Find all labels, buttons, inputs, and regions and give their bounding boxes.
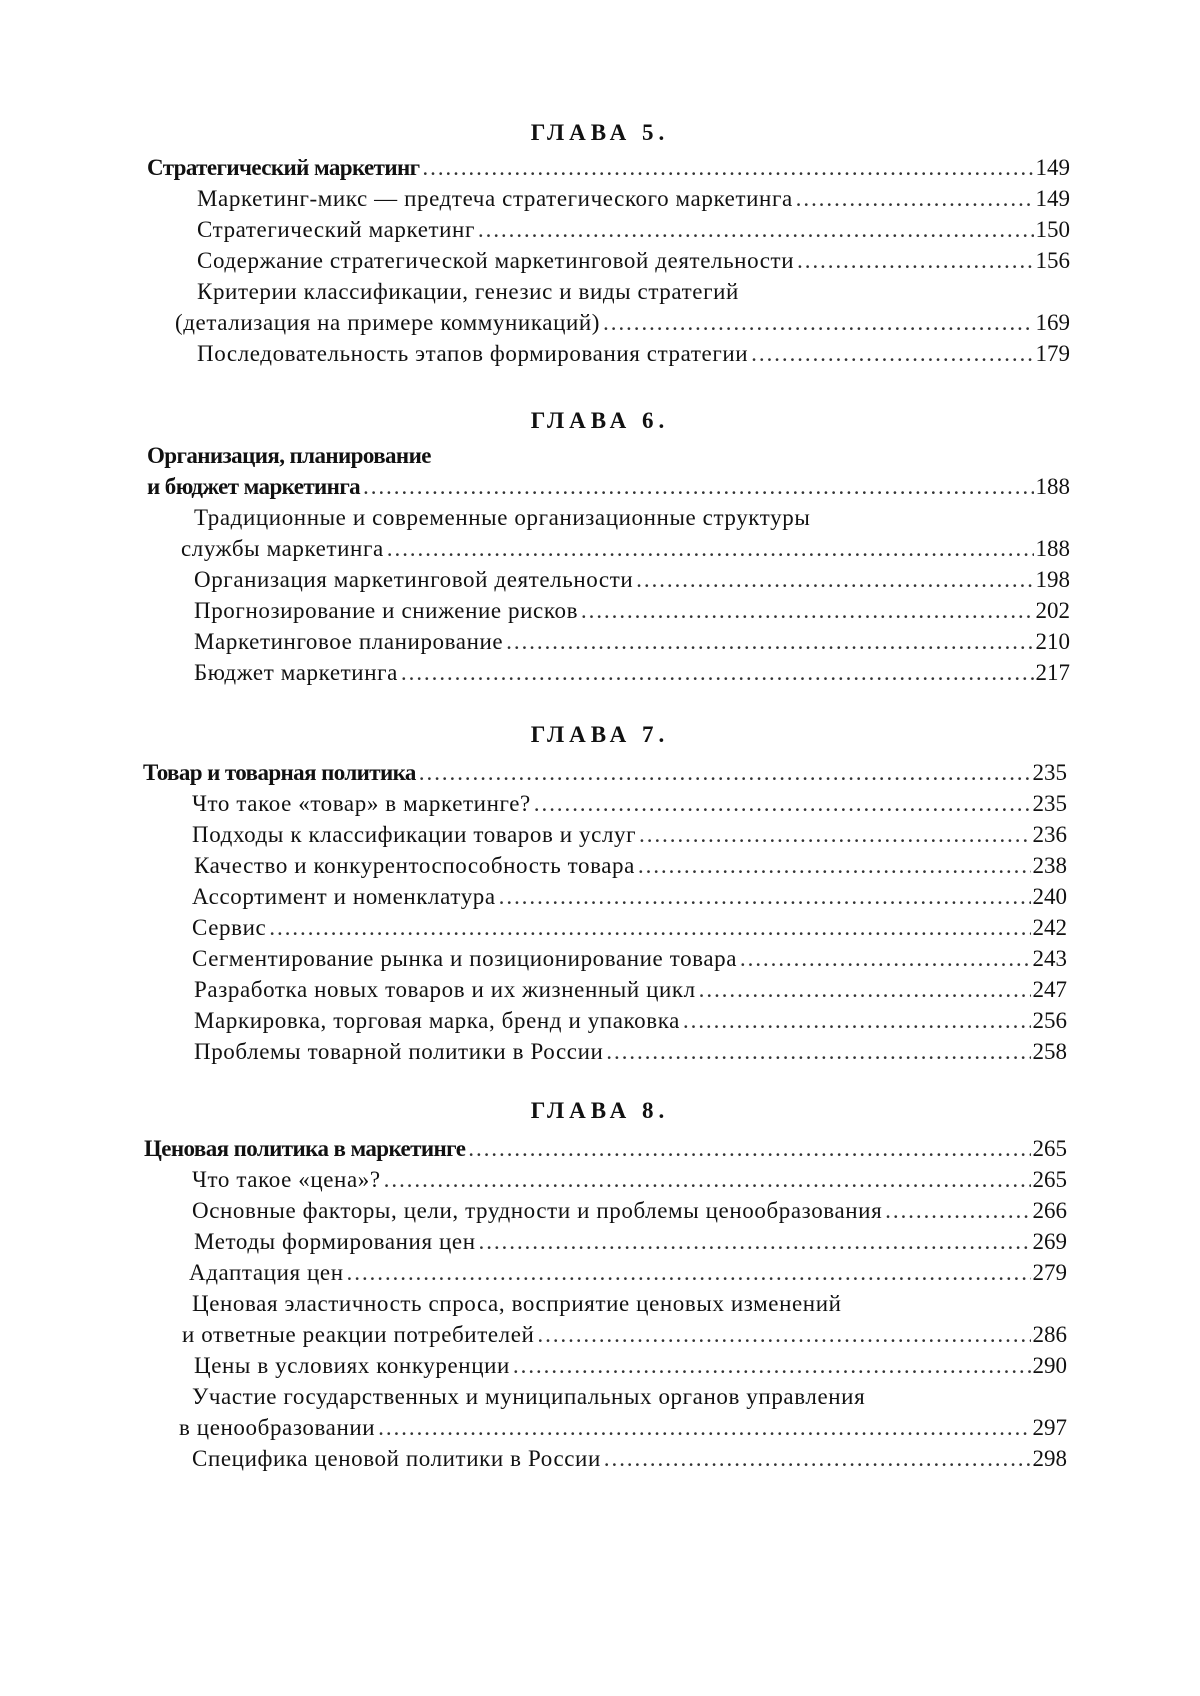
toc-entry[interactable]	[147, 472, 1070, 502]
toc-entry-page: 188	[1035, 474, 1070, 499]
toc-entry[interactable]	[197, 246, 1070, 276]
toc-entry[interactable]	[194, 975, 1067, 1005]
toc-entry-title: Последовательность этапов формирования стратегии	[197, 341, 749, 366]
toc-entry-title: Организация маркетинговой деятельности	[194, 567, 634, 592]
dot-leader	[580, 596, 1033, 626]
toc-entry-title: Специфика ценовой политики в России	[192, 1446, 601, 1471]
toc-entry-title: Методы формирования цен	[194, 1229, 476, 1254]
dot-leader	[533, 789, 1031, 819]
toc-entry-title: Подходы к классификации товаров и услуг	[192, 822, 637, 847]
toc-entry[interactable]	[194, 1351, 1067, 1381]
toc-entry-title: Ценовая политика в маркетинге	[144, 1136, 466, 1161]
toc-entry-title: Ассортимент и номенклатура	[192, 884, 496, 909]
toc-entry[interactable]	[189, 1258, 1067, 1288]
toc-entry-title: Качество и конкурентоспособность товара	[194, 853, 635, 878]
toc-entry[interactable]	[194, 627, 1070, 657]
dot-leader	[383, 1165, 1031, 1195]
chapter-heading: ГЛАВА 8.	[530, 1098, 670, 1123]
toc-entry-page: 243	[1032, 946, 1067, 971]
toc-entry-title: службы маркетинга	[181, 536, 384, 561]
toc-entry-continued[interactable]	[147, 441, 431, 471]
dot-leader	[362, 472, 1033, 502]
toc-entry[interactable]	[194, 596, 1070, 626]
dot-leader	[739, 944, 1030, 974]
dot-leader	[377, 1413, 1030, 1443]
toc-entry-title: Традиционные и современные организационные структуры	[194, 505, 811, 530]
toc-entry-continued[interactable]	[192, 1289, 842, 1319]
dot-leader	[512, 1351, 1031, 1381]
toc-entry-page: 149	[1035, 186, 1070, 211]
toc-entry-page: 279	[1032, 1260, 1067, 1285]
toc-entry-title: Содержание стратегической маркетинговой деятельности	[197, 248, 795, 273]
toc-entry-title: Организация, планирование	[147, 443, 431, 468]
dot-leader	[536, 1320, 1030, 1350]
toc-entry-continued[interactable]	[194, 503, 810, 533]
toc-entry[interactable]	[181, 534, 1070, 564]
toc-entry[interactable]	[175, 308, 1070, 338]
dot-leader	[478, 1227, 1031, 1257]
toc-entry-title: Товар и товарная политика	[143, 760, 416, 785]
dot-leader	[796, 246, 1033, 276]
dot-leader	[498, 882, 1031, 912]
toc-entry-page: 150	[1035, 217, 1070, 242]
toc-entry-title: и бюджет маркетинга	[147, 474, 361, 499]
toc-entry-title: (детализация на примере коммуникаций)	[175, 310, 601, 335]
toc-entry-page: 188	[1035, 536, 1070, 561]
dot-leader	[637, 851, 1031, 881]
toc-entry[interactable]	[182, 1320, 1067, 1350]
dot-leader	[346, 1258, 1031, 1288]
toc-entry-page: 235	[1032, 791, 1067, 816]
chapter-heading: ГЛАВА 5.	[530, 120, 670, 145]
toc-entry-page: 149	[1035, 155, 1070, 180]
chapter-heading: ГЛАВА 6.	[530, 408, 670, 433]
toc-entry-title: Стратегический маркетинг	[197, 217, 476, 242]
dot-leader	[605, 1037, 1030, 1067]
dot-leader	[477, 215, 1033, 245]
toc-entry-page: 179	[1035, 341, 1070, 366]
toc-entry[interactable]	[192, 820, 1067, 850]
toc-entry-title: Сегментирование рынка и позиционирование товара	[192, 946, 738, 971]
toc-entry-page: 240	[1032, 884, 1067, 909]
toc-entry[interactable]	[197, 215, 1070, 245]
dot-leader	[638, 820, 1030, 850]
toc-entry[interactable]	[192, 1196, 1067, 1226]
toc-entry-page: 169	[1035, 310, 1070, 335]
toc-entry-title: Разработка новых товаров и их жизненный цикл	[194, 977, 696, 1002]
toc-entry-title: Прогнозирование и снижение рисков	[194, 598, 579, 623]
toc-entry-title: Маркетинг-микс — предтеча стратегического маркетинга	[197, 186, 793, 211]
toc-entry[interactable]	[194, 851, 1067, 881]
toc-entry[interactable]	[197, 184, 1070, 214]
dot-leader	[603, 1444, 1031, 1474]
toc-entry[interactable]	[194, 658, 1070, 688]
toc-entry-page: 247	[1032, 977, 1067, 1002]
dot-leader	[795, 184, 1034, 214]
toc-entry-title: Что такое «цена»?	[192, 1167, 381, 1192]
toc-entry[interactable]	[194, 1227, 1067, 1257]
toc-entry-page: 266	[1032, 1198, 1067, 1223]
toc-entry-title: Адаптация цен	[189, 1260, 344, 1285]
dot-leader	[268, 913, 1030, 943]
toc-entry-continued[interactable]	[197, 277, 739, 307]
toc-entry-title: Что такое «товар» в маркетинге?	[192, 791, 531, 816]
toc-entry[interactable]	[192, 1444, 1067, 1474]
toc-entry[interactable]	[194, 1037, 1067, 1067]
dot-leader	[884, 1196, 1030, 1226]
toc-entry[interactable]	[144, 1134, 1067, 1164]
toc-entry-page: 198	[1035, 567, 1070, 592]
toc-entry-title: Участие государственных и муниципальных органов управления	[192, 1384, 866, 1409]
toc-entry-title: Маркетинговое планирование	[194, 629, 504, 654]
toc-entry-page: 297	[1032, 1415, 1067, 1440]
toc-entry-page: 210	[1035, 629, 1070, 654]
toc-entry[interactable]	[179, 1413, 1067, 1443]
toc-entry-page: 235	[1032, 760, 1067, 785]
toc-entry[interactable]	[192, 913, 1067, 943]
dot-leader	[418, 758, 1031, 788]
toc-entry-title: Основные факторы, цели, трудности и проблемы ценообразования	[192, 1198, 883, 1223]
toc-entry-page: 238	[1032, 853, 1067, 878]
toc-entry-page: 256	[1032, 1008, 1067, 1033]
toc-entry[interactable]	[192, 944, 1067, 974]
dot-leader	[602, 308, 1033, 338]
toc-entry[interactable]	[197, 339, 1070, 369]
dot-leader	[400, 658, 1034, 688]
dot-leader	[635, 565, 1033, 595]
toc-entry-title: Маркировка, торговая марка, бренд и упаковка	[194, 1008, 680, 1033]
toc-entry-title: Критерии классификации, генезис и виды стратегий	[197, 279, 739, 304]
toc-entry-title: в ценообразовании	[179, 1415, 376, 1440]
toc-entry[interactable]	[192, 1165, 1067, 1195]
toc-entry-page: 217	[1035, 660, 1070, 685]
toc-entry-page: 156	[1035, 248, 1070, 273]
toc-entry-page: 269	[1032, 1229, 1067, 1254]
dot-leader	[386, 534, 1034, 564]
toc-entry-continued[interactable]	[192, 1382, 865, 1412]
toc-entry-page: 236	[1032, 822, 1067, 847]
toc-entry-page: 286	[1032, 1322, 1067, 1347]
toc-entry-page: 290	[1032, 1353, 1067, 1378]
toc-entry-title: Цены в условиях конкуренции	[194, 1353, 510, 1378]
toc-entry-page: 265	[1032, 1136, 1067, 1161]
toc-entry-page: 202	[1035, 598, 1070, 623]
toc-entry[interactable]	[147, 153, 1070, 183]
toc-entry-title: Стратегический маркетинг	[147, 155, 420, 180]
toc-entry-title: Проблемы товарной политики в России	[194, 1039, 604, 1064]
toc-entry-page: 265	[1032, 1167, 1067, 1192]
toc-entry-page: 258	[1032, 1039, 1067, 1064]
dot-leader	[505, 627, 1033, 657]
toc-entry[interactable]	[192, 882, 1067, 912]
toc-entry-title: Ценовая эластичность спроса, восприятие ценовых изменений	[192, 1291, 842, 1316]
toc-entry[interactable]	[194, 565, 1070, 595]
toc-entry-title: и ответные реакции потребителей	[182, 1322, 535, 1347]
toc-entry[interactable]	[194, 1006, 1067, 1036]
toc-entry[interactable]	[192, 789, 1067, 819]
toc-entry-page: 242	[1032, 915, 1067, 940]
toc-entry-page: 298	[1032, 1446, 1067, 1471]
toc-entry-title: Бюджет маркетинга	[194, 660, 398, 685]
dot-leader	[750, 339, 1033, 369]
dot-leader	[682, 1006, 1031, 1036]
dot-leader	[422, 153, 1034, 183]
chapter-heading: ГЛАВА 7.	[530, 722, 670, 747]
toc-entry[interactable]	[143, 758, 1067, 788]
dot-leader	[698, 975, 1031, 1005]
dot-leader	[467, 1134, 1030, 1164]
toc-entry-title: Сервис	[192, 915, 267, 940]
